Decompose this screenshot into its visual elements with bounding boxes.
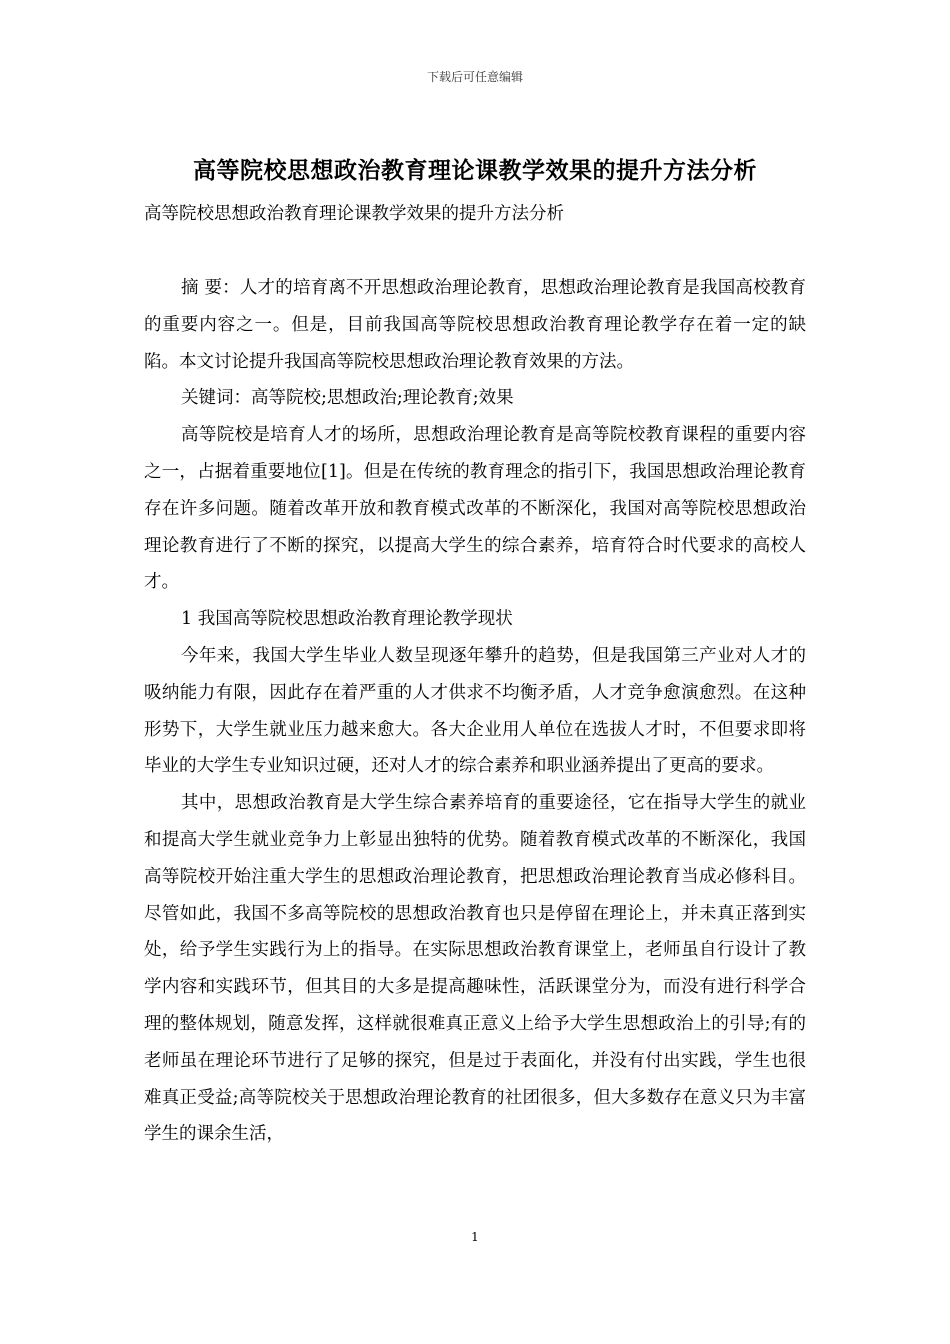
abstract-paragraph: 摘 要：人才的培育离不开思想政治理论教育，思想政治理论教育是我国高校教育的重要内容之一。但是，目前我国高等院校思想政治教育理论教学存在着一定的缺陷。本文讨论提升我国高等院校思想政治理论教育效果的方法。: [144, 278, 806, 372]
section-heading: 1 我国高等院校思想政治教育理论教学现状: [181, 609, 513, 630]
body-paragraph: 其中，思想政治教育是大学生综合素养培育的重要途径，它在指导大学生的就业和提高大学生就业竞争力上彰显出独特的优势。随着教育模式改革的不断深化，我国高等院校开始注重大学生的思想政治理论教育，把思想政治理论教育当成必修科目。尽管如此，我国不多高等院校的思想政治教育也只是停留在理论上，并未真正落到实处，给予学生实践行为上的指导。在实际思想政治教育课堂上，老师虽自行设计了教学内容和实践环节，但其目的大多是提高趣味性，活跃课堂分为，而没有进行科学合理的整体规划，随意发挥，这样就很难真正意义上给予大学生思想政治上的引导;有的老师虽在理论环节进行了足够的探究，但是过于表面化，并没有付出实践，学生也很难真正受益;高等院校关于思想政治理论教育的社团很多，但大多数存在意义只为丰富学生的课余生活，: [144, 793, 806, 1145]
keywords-paragraph: 关键词：高等院校;思想政治;理论教育;效果: [181, 388, 514, 409]
intro-paragraph: 高等院校是培育人才的场所，思想政治理论教育是高等院校教育课程的重要内容之一，占据着重要地位[1]。但是在传统的教育理念的指引下，我国思想政治理论教育存在许多问题。随着改革开放和教育模式改革的不断深化，我国对高等院校思想政治理论教育进行了不断的探究，以提高大学生的综合素养，培育符合时代要求的高校人才。: [144, 425, 806, 593]
body-paragraph: 今年来，我国大学生毕业人数呈现逐年攀升的趋势，但是我国第三产业对人才的吸纳能力有限，因此存在着严重的人才供求不均衡矛盾，人才竞争愈演愈烈。在这种形势下，大学生就业压力越来愈大。各大企业用人单位在选拔人才时，不但要求即将毕业的大学生专业知识过硬，还对人才的综合素养和职业涵养提出了更高的要求。: [144, 645, 806, 777]
document-subtitle: 高等院校思想政治教育理论课教学效果的提升方法分析: [144, 204, 564, 224]
header-note: 下载后可任意编辑: [426, 70, 523, 84]
page-number: 1: [471, 1230, 479, 1244]
document-body: [144, 270, 806, 1153]
document-title: 高等院校思想政治教育理论课教学效果的提升方法分析: [193, 157, 757, 184]
